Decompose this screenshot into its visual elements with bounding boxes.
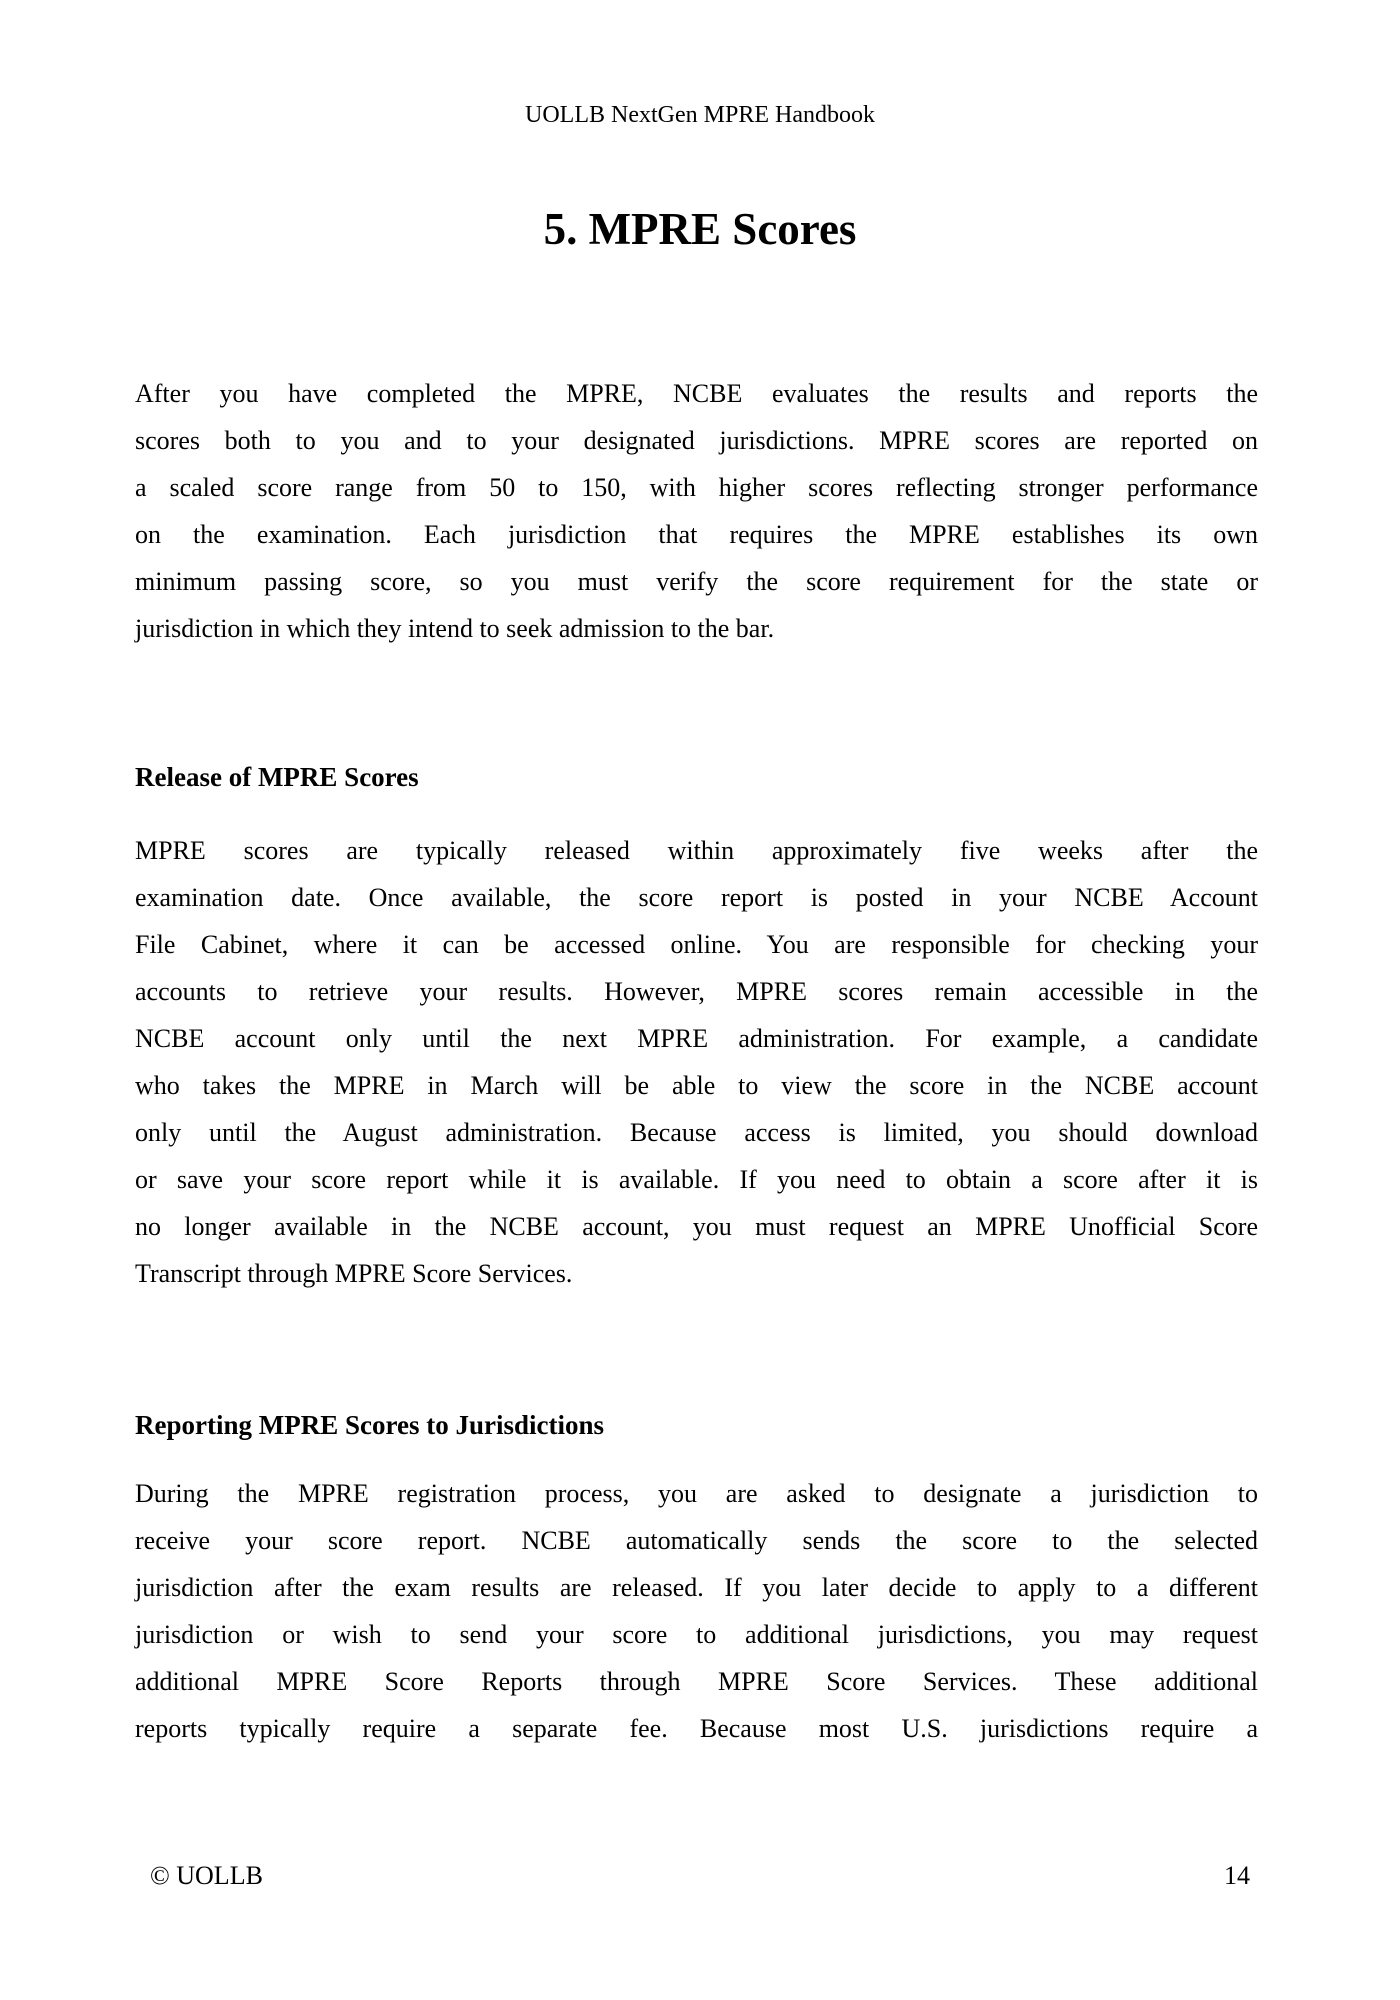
paragraph-line: NCBE account only until the next MPRE administration. For example, a candidate — [135, 1024, 1258, 1053]
paragraph-line: additional MPRE Score Reports through MPRE Score Services. These additional — [135, 1667, 1258, 1696]
section-heading-reporting-scores: Reporting MPRE Scores to Jurisdictions — [135, 1410, 604, 1440]
intro-paragraph — [135, 370, 1258, 652]
paragraph-line: minimum passing score, so you must verify the score requirement for the state or — [135, 567, 1258, 596]
paragraph-line: During the MPRE registration process, you are asked to designate a jurisdiction to — [135, 1479, 1258, 1508]
paragraph-line: who takes the MPRE in March will be able to view the score in the NCBE account — [135, 1071, 1258, 1100]
page-footer — [150, 1852, 1250, 1899]
paragraph-line: reports typically require a separate fee. Because most U.S. jurisdictions require a — [135, 1714, 1258, 1743]
running-header: UOLLB NextGen MPRE Handbook — [525, 102, 875, 128]
paragraph-line: a scaled score range from 50 to 150, with higher scores reflecting stronger performance — [135, 473, 1258, 502]
paragraph-line: After you have completed the MPRE, NCBE evaluates the results and reports the — [135, 379, 1258, 408]
paragraph-line: jurisdiction in which they intend to seek admission to the bar. — [135, 614, 775, 643]
paragraph-line: File Cabinet, where it can be accessed online. You are responsible for checking your — [135, 930, 1258, 959]
page-title: 5. MPRE Scores — [543, 204, 857, 254]
paragraph-line: receive your score report. NCBE automatically sends the score to the selected — [135, 1526, 1258, 1555]
paragraph-line: examination date. Once available, the score report is posted in your NCBE Account — [135, 883, 1258, 912]
paragraph-line: scores both to you and to your designated jurisdictions. MPRE scores are reported on — [135, 426, 1258, 455]
copyright-text: © UOLLB — [150, 1861, 263, 1890]
paragraph-line: jurisdiction after the exam results are released. If you later decide to apply to a different — [135, 1573, 1258, 1602]
reporting-scores-paragraph — [135, 1470, 1258, 1752]
paragraph-line: accounts to retrieve your results. However, MPRE scores remain accessible in the — [135, 977, 1258, 1006]
paragraph-line: jurisdiction or wish to send your score to additional jurisdictions, you may request — [135, 1620, 1258, 1649]
page-number: 14 — [1224, 1861, 1250, 1890]
paragraph-line: no longer available in the NCBE account, you must request an MPRE Unofficial Score — [135, 1212, 1258, 1241]
paragraph-line: MPRE scores are typically released within approximately five weeks after the — [135, 836, 1258, 865]
release-of-scores-paragraph — [135, 827, 1258, 1297]
paragraph-line: or save your score report while it is available. If you need to obtain a score after it is — [135, 1165, 1258, 1194]
paragraph-line: on the examination. Each jurisdiction that requires the MPRE establishes its own — [135, 520, 1258, 549]
section-heading-release-of-mpre-scores: Release of MPRE Scores — [135, 762, 419, 792]
paragraph-line: Transcript through MPRE Score Services. — [135, 1259, 573, 1288]
paragraph-line: only until the August administration. Because access is limited, you should download — [135, 1118, 1258, 1147]
